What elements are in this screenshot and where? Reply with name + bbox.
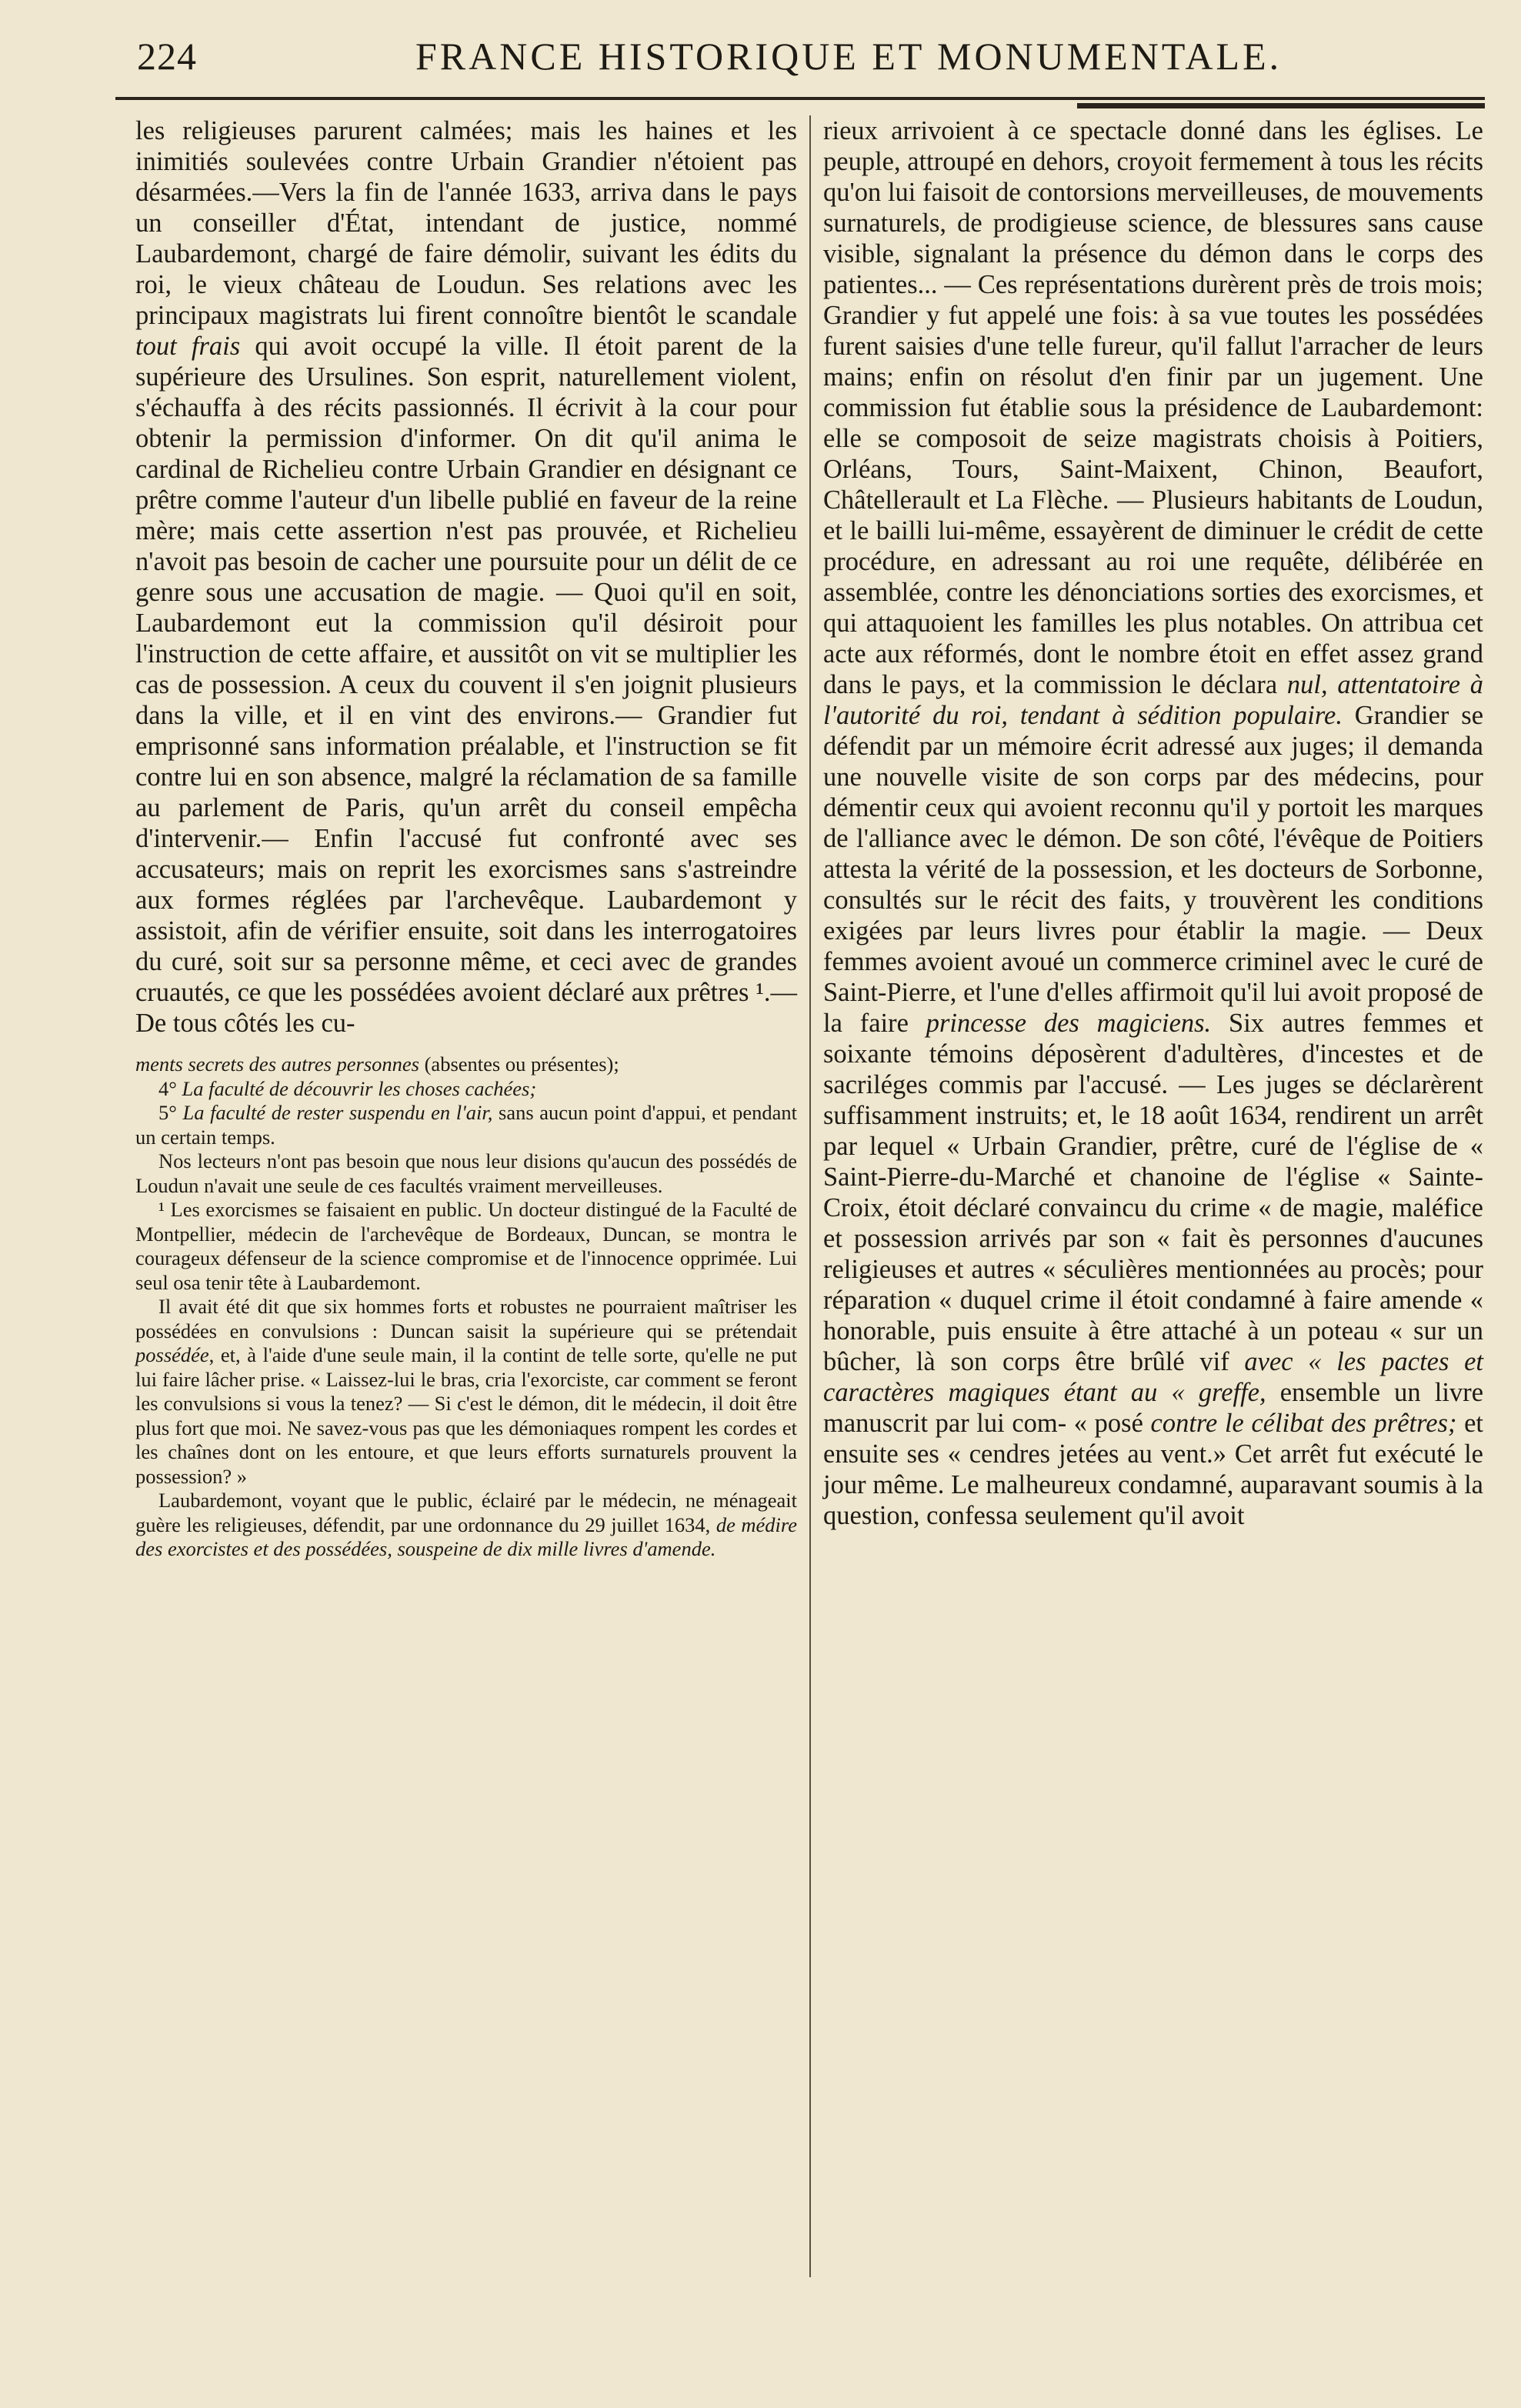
header-rule-thick	[1077, 103, 1485, 108]
footnote-editor-note: Nos lecteurs n'ont pas besoin que nous leur disions qu'aucun des possédés de Loudun n'avait une seule de ces facultés vraiment merveilleuses.	[135, 1149, 797, 1197]
page-header	[115, 29, 1477, 83]
right-body-paragraph: rieux arrivoient à ce spectacle donné dans les églises. Le peuple, attroupé en dehors, croyoit fermement à tous les récits qu'on lui faisoit de contorsions merveilleuses, de mouvements surnaturels, de prodigieuse science, de blessures sans cause visible, signalant la présence du démon dans le corps des patientes... — Ces représentations durèrent près de trois mois; Grandier y fut appelé une fois: à sa vue toutes les possédées furent saisies d'une telle fureur, qu'il fallut l'arracher de leurs mains; enfin on résolut d'en finir par un jugement. Une commission fut établie sous la présidence de Laubardemont: elle se composoit de seize magistrats choisis à Poitiers, Orléans, Tours, Saint-Maixent, Chinon, Beaufort, Châtellerault et La Flèche. — Plusieurs habitants de Loudun, et le bailli lui-même, essayèrent de diminuer le crédit de cette procédure, en adressant au roi une requête, délibérée en assemblée, contre les dénonciations sorties des exorcismes, et qui attaquoient les familles les plus notables. On attribua cet acte aux réformés, dont le nombre étoit en effet assez grand dans le pays, et la commission le déclara nul, attentatoire à l'autorité du roi, tendant à sédition populaire. Grandier se défendit par un mémoire écrit adressé aux juges; il demanda une nouvelle visite de son corps par des médecins, pour démentir ceux qui avoient reconnu qu'il y portoit les marques de l'alliance avec le démon. De son côté, l'évêque de Poitiers attesta la vérité de la possession, et les docteurs de Sorbonne, consultés sur le récit des faits, y trouvèrent les conditions exigées par leurs livres pour établir la magie. — Deux femmes avoient avoué un commerce criminel avec le curé de Saint-Pierre, et l'une d'elles affirmoit qu'il lui avoit proposé de la faire princesse des magiciens. Six autres femmes et soixante témoins déposèrent d'adultères, d'incestes et de sacriléges commis par l'accusé. — Les juges se déclarèrent suffisamment instruits; et, le 18 août 1634, rendirent un arrêt par lequel « Urbain Grandier, prêtre, curé de l'église de « Saint-Pierre-du-Marché et chanoine de l'église « Sainte-Croix, étoit déclaré convaincu du crime « de magie, maléfice et possession arrivés par son « fait ès personnes d'aucunes religieuses et autres « séculières mentionnées au procès; pour réparation « duquel crime il étoit condamné à faire amende « honorable, puis ensuite à être attaché à un poteau « sur un bûcher, là son corps être brûlé vif avec « les pactes et caractères magiques étant au « greffe, ensemble un livre manuscrit par lui com- « posé contre le célibat des prêtres; et ensuite ses « cendres jetées au vent.» Cet arrêt fut exécuté le jour même. Le malheureux condamné, auparavant soumis à la question, confessa seulement qu'il avoit	[823, 116, 1484, 1530]
left-body-paragraph: les religieuses parurent calmées; mais les haines et les inimitiés soulevées contre Urbain Grandier n'étoient pas désarmées.—Vers la fin de l'année 1633, arriva dans le pays un conseiller d'État, intendant de justice, nommé Laubardemont, chargé de faire démolir, suivant les édits du roi, le vieux château de Loudun. Ses relations avec les principaux magistrats lui firent connoître bientôt le scandale tout frais qui avoit occupé la ville. Il étoit parent de la supérieure des Ursulines. Son esprit, naturellement violent, s'échauffa à des récits passionnés. Il écrivit à la cour pour obtenir la permission d'informer. On dit qu'il anima le cardinal de Richelieu contre Urbain Grandier en désignant ce prêtre comme l'auteur d'un libelle publié en faveur de la reine mère; mais cette assertion n'est pas prouvée, et Richelieu n'avoit pas besoin de cacher une poursuite pour un délit de ce genre sous une accusation de magie. — Quoi qu'il en soit, Laubardemont eut la commission qu'il désiroit pour l'instruction de cette affaire, et aussitôt on vit se multiplier les cas de possession. A ceux du couvent il s'en joignit plusieurs dans la ville, et il en vint des environs.— Grandier fut emprisonné sans information préalable, et l'instruction se fit contre lui en son absence, malgré la réclamation de sa famille au parlement de Paris, qu'un arrêt du conseil empêcha d'intervenir.— Enfin l'accusé fut confronté avec ses accusateurs; mais on reprit les exorcismes sans s'astreindre aux formes réglées par l'archevêque. Laubardemont y assistoit, afin de vérifier ensuite, soit dans les interrogatoires du curé, soit sur sa personne même, et ceci avec de grandes cruautés, ce que les possédées avoient déclaré aux prêtres ¹.—De tous côtés les cu-	[135, 116, 797, 1038]
footnote-1-ordonnance: Laubardemont, voyant que le public, éclairé par le médecin, ne ménageait guère les religieuses, défendit, par une ordonnance du 29 juillet 1634, de médire des exorcistes et des possédées, souspeine de dix mille livres d'amende.	[135, 1489, 798, 1560]
footnote-continuation: ments secrets des autres personnes (absentes ou présentes);	[135, 1052, 619, 1076]
footnote-1: ¹ Les exorcismes se faisaient en public. Un docteur distingué de la Faculté de Montpellier, médecin de l'archevêque de Bordeaux, Duncan, se montra le courageux défenseur de la science compromise et de l'innocence opprimée. Lui seul osa tenir tête à Laubardemont.	[135, 1198, 797, 1294]
left-column	[135, 115, 797, 1562]
page-number: 224	[137, 35, 197, 78]
footnotes	[135, 1052, 797, 1562]
right-column	[823, 115, 1483, 1531]
footnote-item-5: 5° La faculté de rester suspendu en l'air, sans aucun point d'appui, et pendant un certain temps.	[135, 1101, 798, 1149]
footnote-item-4: 4° La faculté de découvrir les choses cachées;	[158, 1076, 537, 1100]
column-divider	[809, 115, 811, 2277]
running-title: FRANCE HISTORIQUE ET MONUMENTALE.	[415, 35, 1283, 78]
header-rule	[115, 97, 1485, 100]
footnote-1-duncan: Il avait été dit que six hommes forts et robustes ne pourraient maîtriser les possédées en convulsions : Duncan saisit la supérieure qui se prétendait possédée, et, à l'aide d'une seule main, il la contint de telle sorte, qu'elle ne put lui faire lâcher prise. « Laissez-lui le bras, cria l'exorciste, car comment se feront les convulsions si vous la tenez? — Si c'est le démon, dit le médecin, il doit être plus fort que moi. Ne savez-vous pas que les démoniaques rompent les cordes et les chaînes dont on les entoure, et que leurs efforts surnaturels prouvent la possession? »	[135, 1295, 797, 1488]
